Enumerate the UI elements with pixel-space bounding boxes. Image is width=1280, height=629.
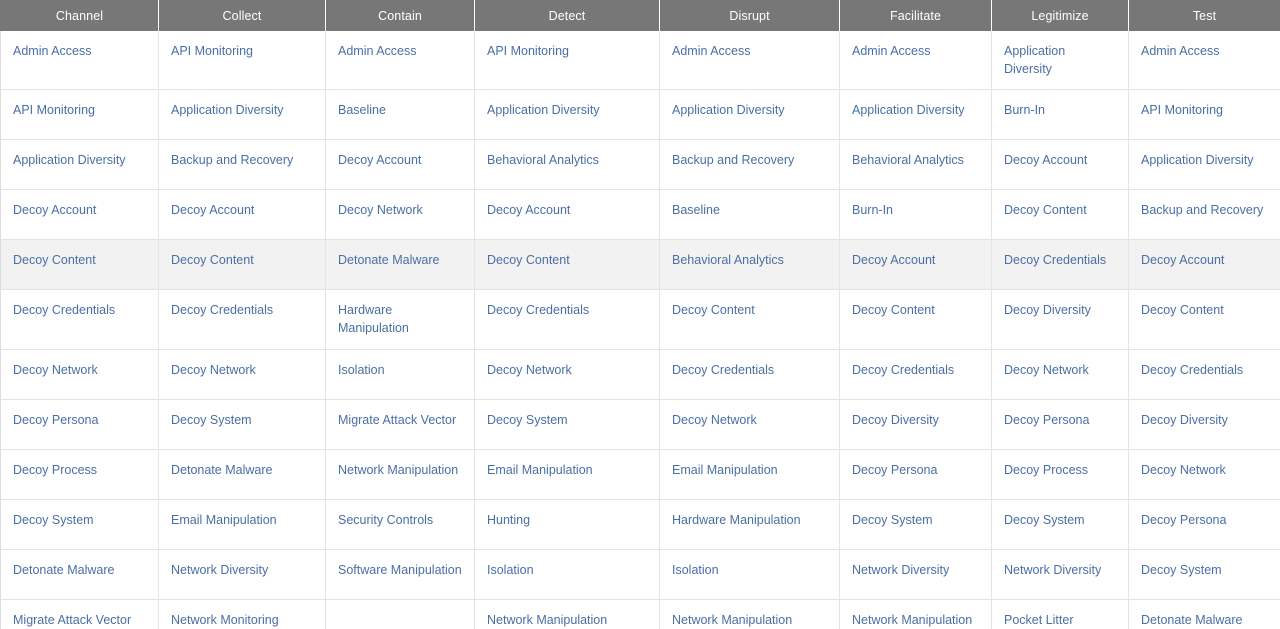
activity-link[interactable]: API Monitoring	[1129, 90, 1280, 140]
activity-link[interactable]: Application Diversity	[1129, 140, 1280, 190]
activity-link[interactable]: API Monitoring	[159, 31, 326, 90]
activity-link[interactable]: Admin Access	[1, 31, 159, 90]
table-row	[1, 140, 1280, 190]
activity-link[interactable]: Decoy Diversity	[840, 399, 992, 449]
activity-link[interactable]: Decoy Content	[475, 240, 660, 290]
activity-link[interactable]: Migrate Attack Vector	[1, 599, 159, 629]
column-header-facilitate[interactable]: Facilitate	[840, 0, 992, 31]
activity-link[interactable]: Decoy Credentials	[992, 240, 1129, 290]
activity-link[interactable]: Decoy System	[1, 499, 159, 549]
activity-link[interactable]: Decoy System	[475, 399, 660, 449]
activity-link[interactable]: Baseline	[326, 90, 475, 140]
table-row	[1, 549, 1280, 599]
activity-link[interactable]: Burn-In	[992, 90, 1129, 140]
table-row	[1, 190, 1280, 240]
activity-link[interactable]: Isolation	[475, 549, 660, 599]
activity-link[interactable]: Decoy Credentials	[1129, 349, 1280, 399]
activity-link[interactable]: Decoy Credentials	[660, 349, 840, 399]
activity-link[interactable]: Backup and Recovery	[660, 140, 840, 190]
activity-link[interactable]: Behavioral Analytics	[840, 140, 992, 190]
column-header-channel[interactable]: Channel	[1, 0, 159, 31]
column-header-test[interactable]: Test	[1129, 0, 1280, 31]
activity-link[interactable]: Admin Access	[1129, 31, 1280, 90]
column-header-collect[interactable]: Collect	[159, 0, 326, 31]
activity-link[interactable]: Decoy Network	[660, 399, 840, 449]
activity-link[interactable]: Decoy Content	[992, 190, 1129, 240]
activity-link[interactable]: Application Diversity	[992, 31, 1129, 90]
table-row	[1, 599, 1280, 629]
activity-link[interactable]: Decoy Network	[1, 349, 159, 399]
activity-link[interactable]: Admin Access	[660, 31, 840, 90]
header-row	[1, 0, 1280, 31]
column-header-detect[interactable]: Detect	[475, 0, 660, 31]
activity-link[interactable]: Admin Access	[326, 31, 475, 90]
column-header-legitimize[interactable]: Legitimize	[992, 0, 1129, 31]
table-body	[1, 31, 1280, 629]
activity-link[interactable]: Migrate Attack Vector	[326, 399, 475, 449]
activity-link[interactable]: Network Diversity	[840, 549, 992, 599]
activity-link[interactable]: Decoy System	[992, 499, 1129, 549]
activity-link[interactable]: Hardware Manipulation	[660, 499, 840, 549]
activity-link[interactable]: API Monitoring	[475, 31, 660, 90]
activity-link[interactable]: Hunting	[475, 499, 660, 549]
activity-link[interactable]: Email Manipulation	[159, 499, 326, 549]
activity-link[interactable]: Behavioral Analytics	[660, 240, 840, 290]
activity-link[interactable]: Decoy Content	[840, 290, 992, 349]
activity-link[interactable]: Decoy Persona	[992, 399, 1129, 449]
activity-link[interactable]: Decoy Credentials	[1, 290, 159, 349]
activity-link[interactable]: Burn-In	[840, 190, 992, 240]
activity-link[interactable]: API Monitoring	[1, 90, 159, 140]
activity-link[interactable]: Decoy System	[840, 499, 992, 549]
activity-link[interactable]: Decoy Persona	[840, 449, 992, 499]
activity-link[interactable]: Detonate Malware	[159, 449, 326, 499]
activity-link[interactable]: Application Diversity	[840, 90, 992, 140]
activity-link[interactable]: Decoy Account	[326, 140, 475, 190]
activity-link[interactable]: Decoy Persona	[1129, 499, 1280, 549]
activity-link[interactable]: Backup and Recovery	[1129, 190, 1280, 240]
activity-link[interactable]: Decoy Credentials	[159, 290, 326, 349]
activity-link[interactable]: Decoy Diversity	[1129, 399, 1280, 449]
table-row	[1, 349, 1280, 399]
table-row	[1, 90, 1280, 140]
activity-link[interactable]: Email Manipulation	[660, 449, 840, 499]
activity-link[interactable]: Behavioral Analytics	[475, 140, 660, 190]
activity-link[interactable]: Detonate Malware	[1, 549, 159, 599]
activity-link[interactable]: Decoy Network	[475, 349, 660, 399]
table-row	[1, 499, 1280, 549]
activity-link[interactable]: Decoy Process	[992, 449, 1129, 499]
activity-link[interactable]: Detonate Malware	[326, 240, 475, 290]
activity-link[interactable]: Decoy Account	[475, 190, 660, 240]
activity-link[interactable]: Decoy Account	[1129, 240, 1280, 290]
activity-link[interactable]: Application Diversity	[159, 90, 326, 140]
activity-link[interactable]: Decoy Account	[1, 190, 159, 240]
activity-link[interactable]: Isolation	[660, 549, 840, 599]
table-row	[1, 449, 1280, 499]
activity-link[interactable]: Network Diversity	[159, 549, 326, 599]
activity-link[interactable]: Network Manipulation	[326, 449, 475, 499]
table-row	[1, 31, 1280, 90]
activity-link[interactable]: Software Manipulation	[326, 549, 475, 599]
activity-link[interactable]: Application Diversity	[1, 140, 159, 190]
activity-link[interactable]: Email Manipulation	[475, 449, 660, 499]
activity-link[interactable]: Decoy Content	[159, 240, 326, 290]
empty-cell	[326, 599, 475, 629]
activity-link[interactable]: Decoy Credentials	[840, 349, 992, 399]
activity-link[interactable]: Decoy Network	[326, 190, 475, 240]
activity-link[interactable]: Baseline	[660, 190, 840, 240]
activity-link[interactable]: Decoy Content	[1, 240, 159, 290]
activity-link[interactable]: Admin Access	[840, 31, 992, 90]
table-header	[1, 0, 1280, 31]
activity-link[interactable]: Hardware Manipulation	[326, 290, 475, 349]
activity-link[interactable]: Network Manipulation	[840, 599, 992, 629]
activity-link[interactable]: Backup and Recovery	[159, 140, 326, 190]
activity-link[interactable]: Decoy Content	[660, 290, 840, 349]
activity-link[interactable]: Pocket Litter	[992, 599, 1129, 629]
activity-link[interactable]: Network Monitoring	[159, 599, 326, 629]
table-row	[1, 399, 1280, 449]
activity-link[interactable]: Decoy Content	[1129, 290, 1280, 349]
column-header-contain[interactable]: Contain	[326, 0, 475, 31]
activity-link[interactable]: Decoy Account	[992, 140, 1129, 190]
activity-link[interactable]: Application Diversity	[660, 90, 840, 140]
activity-link[interactable]: Application Diversity	[475, 90, 660, 140]
activity-link[interactable]: Decoy Diversity	[992, 290, 1129, 349]
activity-link[interactable]: Decoy Network	[159, 349, 326, 399]
activity-link[interactable]: Decoy Persona	[1, 399, 159, 449]
activity-link[interactable]: Decoy System	[159, 399, 326, 449]
column-header-disrupt[interactable]: Disrupt	[660, 0, 840, 31]
table-row	[1, 290, 1280, 349]
activity-link[interactable]: Isolation	[326, 349, 475, 399]
activity-link[interactable]: Detonate Malware	[1129, 599, 1280, 629]
activity-link[interactable]: Decoy Account	[159, 190, 326, 240]
activity-link[interactable]: Network Manipulation	[475, 599, 660, 629]
activity-link[interactable]: Decoy System	[1129, 549, 1280, 599]
activity-link[interactable]: Network Diversity	[992, 549, 1129, 599]
activity-link[interactable]: Decoy Process	[1, 449, 159, 499]
activity-link[interactable]: Decoy Account	[840, 240, 992, 290]
activity-link[interactable]: Decoy Network	[1129, 449, 1280, 499]
activity-link[interactable]: Decoy Credentials	[475, 290, 660, 349]
table-row	[1, 240, 1280, 290]
activity-link[interactable]: Decoy Network	[992, 349, 1129, 399]
activity-link[interactable]: Network Manipulation	[660, 599, 840, 629]
activity-link[interactable]: Security Controls	[326, 499, 475, 549]
